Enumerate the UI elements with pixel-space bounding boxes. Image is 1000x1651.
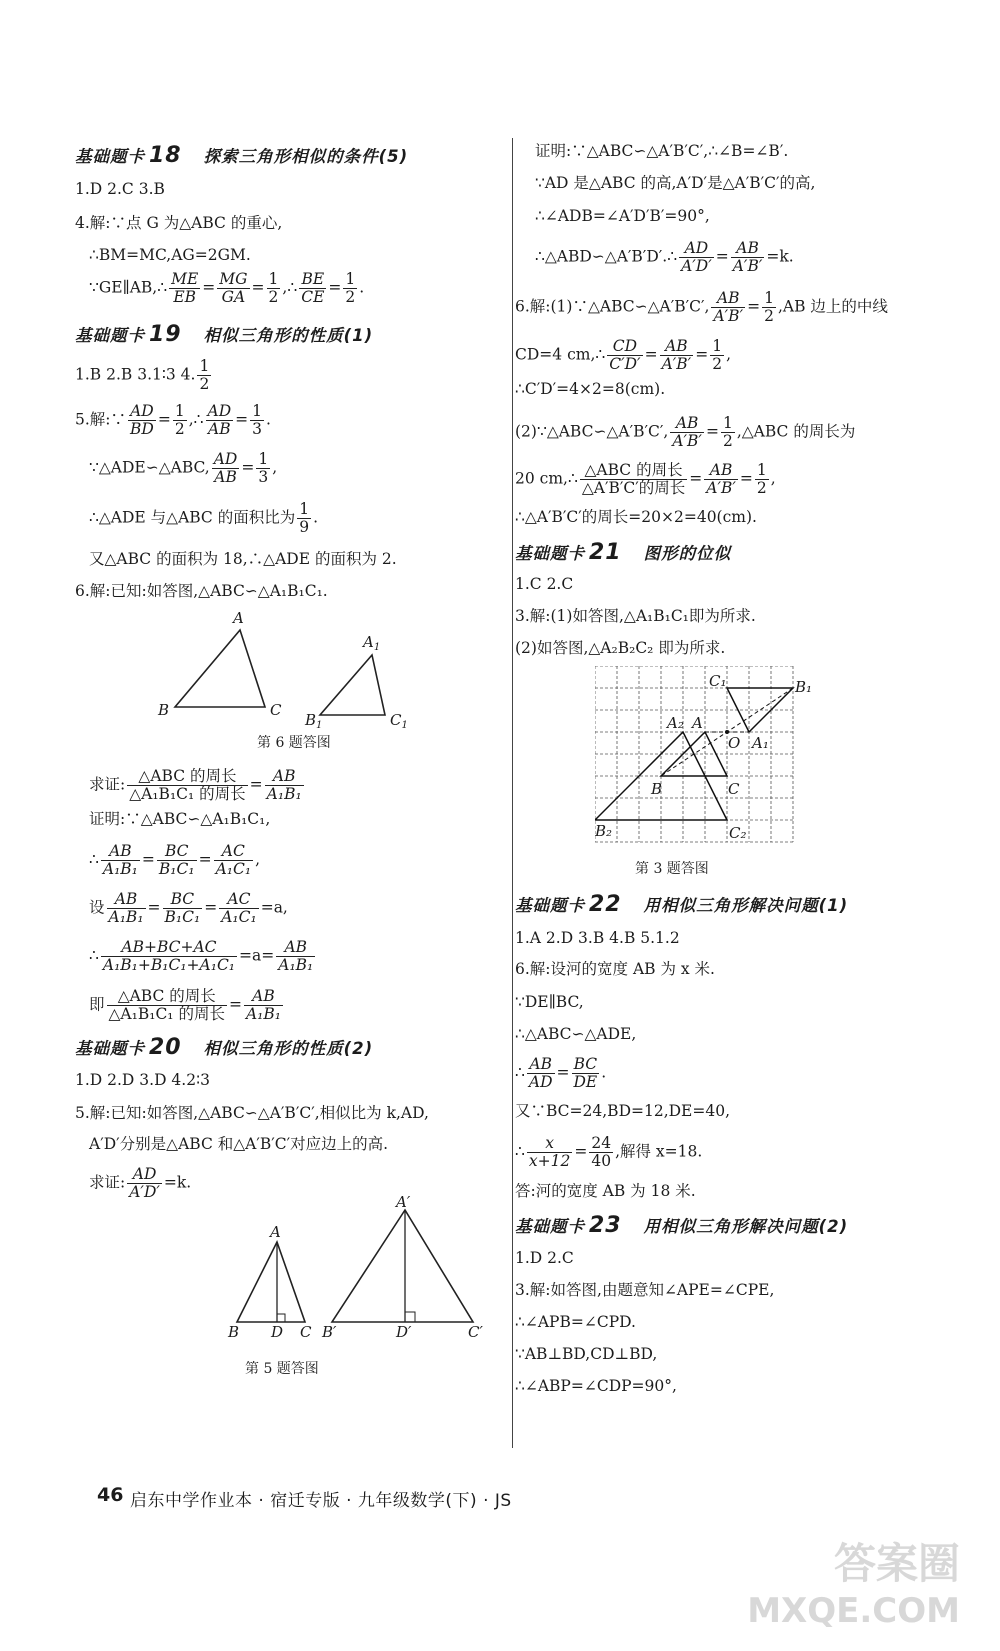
answer-line: 证明:∵△ABC∽△A′B′C′,∴∠B=∠B′.: [535, 142, 789, 160]
answer-line: 1.D 2.C 3.B: [75, 180, 165, 198]
answer-line: 证明:∵△ABC∽△A₁B₁C₁,: [89, 810, 271, 828]
vertex-label: D: [271, 1323, 284, 1341]
vertex-label: C′: [468, 1323, 483, 1341]
vertex-label: $C_1$: [390, 711, 408, 730]
triangle-abc: [175, 630, 265, 707]
point-label: C₁: [709, 672, 727, 690]
vertex-label: $B_1$: [305, 711, 323, 730]
answer-line: 6.解:已知:如答图,△ABC∽△A₁B₁C₁.: [75, 582, 328, 600]
answer-line: ∵AD 是△ABC 的高,A′D′是△A′B′C′的高,: [535, 174, 816, 192]
point-label: B: [651, 780, 663, 798]
answer-line: ∴△ADE 与△ABC 的面积比为 $\frac{1}{9}$ .: [89, 500, 319, 536]
watermark-text: 答案圈: [833, 1539, 960, 1588]
point-label: B₁: [795, 678, 813, 696]
answer-line: CD=4 cm,∴ $\frac{CD}{C'D'}$ = $\frac{AB}{A'B'}$ = $\frac{1}{2}$ ,: [515, 337, 731, 373]
answer-line: ∴△ABC∽△ADE,: [515, 1025, 637, 1043]
answer-line: 1.D 2.D 3.D 4.2∶3: [75, 1071, 210, 1089]
answer-line: ∴ $\frac{AB}{\text{A₁B₁}}$ = $\frac{BC}{\text{B₁C₁}}$ = $\frac{AC}{\text{A₁C₁}}$ ,: [89, 842, 260, 878]
answer-line: 6.解:(1)∵△ABC∽△A′B′C′, $\frac{AB}{A'B'}$ = $\frac{1}{2}$ ,AB 边上的中线: [515, 289, 888, 325]
answer-line: (2)如答图,△A₂B₂C₂ 即为所求.: [515, 639, 726, 657]
point-label: O: [728, 734, 741, 752]
answer-line: ∴∠APB=∠CPD.: [515, 1313, 636, 1331]
answer-line: ∴△A′B′C′的周长=20×2=40(cm).: [515, 508, 757, 526]
point-label: B₂: [595, 822, 613, 840]
section-heading-23: 基础题卡 23 用相似三角形解决问题(2): [515, 1213, 849, 1238]
answer-line: ∵AB⊥BD,CD⊥BD,: [515, 1345, 658, 1363]
point-label: C₂: [729, 824, 747, 842]
triangle-abc: [237, 1242, 305, 1322]
answer-line: 5.解:已知:如答图,△ABC∽△A′B′C′,相似比为 k,AD,: [75, 1104, 429, 1122]
page-number: 46: [97, 1484, 124, 1506]
vertex-label: C: [270, 701, 282, 719]
watermark-url: MXQE.COM: [747, 1591, 960, 1631]
answer-line: 3.解:如答图,由题意知∠APE=∠CPE,: [515, 1281, 775, 1299]
figure-caption: 第 6 题答图: [257, 735, 331, 751]
answer-line: 3.解:(1)如答图,△A₁B₁C₁即为所求.: [515, 607, 756, 625]
right-angle-mark: [405, 1312, 415, 1322]
vertex-label: B: [228, 1323, 240, 1341]
answer-line: 1.A 2.D 3.B 4.B 5.1.2: [515, 929, 680, 947]
answer-line: ∴ $\frac{x}{x+12}$ = $\frac{24}{40}$ ,解得 x=18.: [515, 1134, 703, 1170]
column-divider: [512, 138, 513, 1448]
vertex-label: A: [270, 1223, 281, 1241]
answer-line: 设 $\frac{AB}{\text{A₁B₁}}$ = $\frac{BC}{\text{B₁C₁}}$ = $\frac{AC}{\text{A₁C₁}}$ =a,: [89, 890, 288, 926]
answer-line: 又△ABC 的面积为 18,∴△ADE 的面积为 2.: [89, 550, 397, 568]
answer-line: ∴∠ADB=∠A′D′B′=90°,: [535, 207, 710, 225]
figure-5: [150, 1195, 500, 1345]
answer-line: 答:河的宽度 AB 为 18 米.: [515, 1182, 696, 1200]
answer-line: 20 cm,∴ $\frac{\text{△ABC 的周长}}{\text{△A′B′C′的周长}}$ = $\frac{AB}{A'B'}$ = $\frac{1}{2}$ ,: [515, 461, 776, 497]
point-label: A: [692, 714, 703, 732]
figure-caption: 第 3 题答图: [635, 861, 709, 877]
right-angle-mark: [277, 1314, 285, 1322]
answer-line: ∴△ABD∽△A′B′D′.∴ $\frac{AD}{A'D'}$ = $\frac{AB}{A'B'}$ =k.: [535, 239, 794, 275]
answer-line: ∴C′D′=4×2=8(cm).: [515, 380, 666, 398]
answer-line: ∴ $\frac{AB+BC+AC}{\text{A₁B₁+B₁C₁+A₁C₁}}$ =a= $\frac{AB}{\text{A₁B₁}}$: [89, 938, 314, 974]
answer-line: ∵△ADE∽△ABC, $\frac{AD}{AB}$ = $\frac{1}{3}$ ,: [89, 450, 278, 486]
triangle-apbpcp: [332, 1210, 473, 1322]
point-label: C: [728, 780, 740, 798]
point-label: A₁: [752, 734, 769, 752]
vertex-label: A: [233, 609, 244, 627]
answer-line: 1.D 2.C: [515, 1249, 574, 1267]
section-heading-20: 基础题卡 20 相似三角形的性质(2): [75, 1035, 374, 1060]
vertex-label: A′: [396, 1195, 411, 1211]
answer-line: 又∵BC=24,BD=12,DE=40,: [515, 1102, 731, 1120]
section-heading-18: 基础题卡 18 探索三角形相似的条件(5): [75, 143, 409, 168]
vertex-label: $A_1$: [363, 633, 381, 653]
answer-line: 1.B 2.B 3.1∶3 4. $\frac{1}{2}$: [75, 357, 210, 393]
page-footer: [0, 1480, 1000, 1520]
answer-line: ∴∠ABP=∠CDP=90°,: [515, 1377, 677, 1395]
point-label: A₂: [667, 714, 684, 732]
section-heading-21: 基础题卡 21 图形的位似: [515, 540, 732, 565]
answer-line: 求证: $\frac{\text{△ABC 的周长}}{\text{△A₁B₁C₁ 的周长}}$ = $\frac{AB}{\text{A₁B₁}}$: [89, 767, 302, 803]
answer-line: 1.C 2.C: [515, 575, 574, 593]
book-title: 启东中学作业本 · 宿迁专版 · 九年级数学(下) · JS: [130, 1491, 512, 1511]
vertex-label: B: [158, 701, 170, 719]
section-heading-19: 基础题卡 19 相似三角形的性质(1): [75, 322, 374, 347]
answer-line: ∵GE∥AB,∴ $\frac{ME}{EB}$ = $\frac{MG}{GA}$ = $\frac{1}{2}$ ,∴ $\frac{BE}{CE}$ = $\frac{1}{2}$ .: [89, 270, 365, 306]
figure-caption: 第 5 题答图: [245, 1361, 319, 1377]
answer-line: A′D′分别是△ABC 和△A′B′C′对应边上的高.: [89, 1135, 389, 1153]
answer-line: ∴ $\frac{AB}{AD}$ = $\frac{BC}{DE}$ .: [515, 1055, 607, 1091]
answer-line: 6.解:设河的宽度 AB 为 x 米.: [515, 960, 715, 978]
vertex-label: B′: [322, 1323, 337, 1341]
triangle-a1b1c1: [320, 655, 385, 715]
answer-line: ∴BM=MC,AG=2GM.: [89, 246, 251, 264]
section-heading-22: 基础题卡 22 用相似三角形解决问题(1): [515, 892, 849, 917]
vertex-label: C: [300, 1323, 312, 1341]
figure-6: [150, 605, 500, 730]
answer-line: ∵DE∥BC,: [515, 993, 584, 1011]
answer-line: 4.解:∵点 G 为△ABC 的重心,: [75, 214, 283, 232]
answer-line: 5.解:∵ $\frac{AD}{BD}$ = $\frac{1}{2}$ ,∴ $\frac{AD}{AB}$ = $\frac{1}{3}$ .: [75, 402, 271, 438]
answer-line: (2)∵△ABC∽△A′B′C′, $\frac{AB}{A'B'}$ = $\frac{1}{2}$ ,△ABC 的周长为: [515, 414, 856, 450]
answer-line: 求证: $\frac{AD}{A'D'}$ =k.: [89, 1165, 192, 1201]
figure-3-grid: [595, 666, 815, 851]
answer-line: 即 $\frac{\text{△ABC 的周长}}{\text{△A₁B₁C₁ 的周长}}$ = $\frac{AB}{\text{A₁B₁}}$: [89, 987, 281, 1023]
vertex-label: D′: [396, 1323, 412, 1341]
